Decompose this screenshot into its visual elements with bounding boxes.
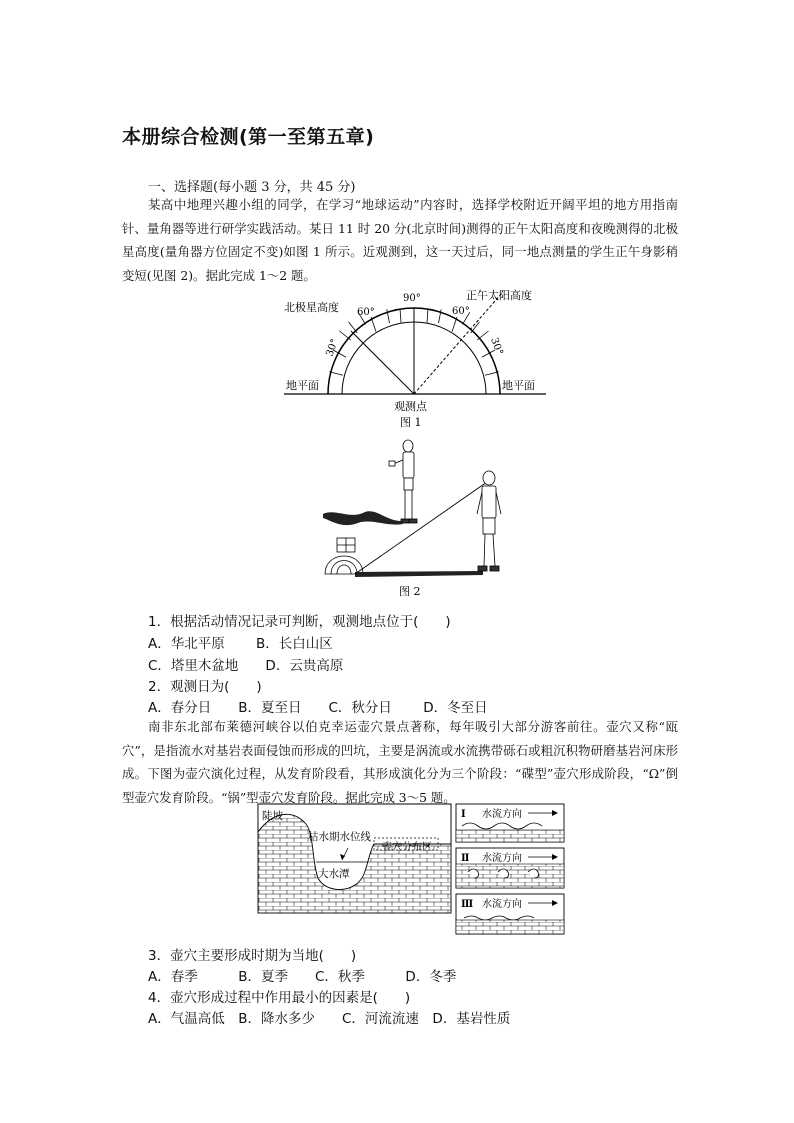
figure-3-pothole-evolution [256,802,568,936]
label-60-deg-right: 60° [452,306,470,317]
label-ground-left: 地平面 [286,379,319,392]
question-2: 2．观测日为( ) [148,679,262,695]
question-2-options: A．春分日 B．夏至日 C．秋分日 D．冬至日 [148,700,488,716]
label-big-pool: 大水潭 [318,868,350,880]
label-noon-sun-height: 正午太阳高度 [466,289,532,302]
question-3-options: A．春季 B．夏季 C．秋季 D．冬季 [148,969,457,985]
label-ground-right: 地平面 [502,379,535,392]
question-4: 4．壶穴形成过程中作用最小的因素是( ) [148,990,411,1006]
student-figure-small [389,440,417,523]
intro-paragraph-1: 某高中地理兴趣小组的同学，在学习“地球运动”内容时，选择学校附近开阔平坦的地方用指南针、量角器等进行研学实践活动。某日 11 时 20 分(北京时间)测得的正午太阳高度和夜晚测得的北极星高度(量角器方位固定不变)如图 1 所示。近观测到，这一天过后，同一地点测量的学生正午身影稍变短(见图 2)。据此完成 1～2 题。 [122,197,678,283]
stage-panel-3 [456,894,564,934]
cross-section-panel [258,804,451,913]
page-title: 本册综合检测(第一至第五章) [122,126,375,148]
label-steep-slope: 陡坡 [262,810,283,822]
question-1-options-row-1: A．华北平原 B．长白山区 [148,636,333,652]
stage-3-flow-label: 水流方向 [482,899,522,910]
figure-1-protractor [270,283,560,428]
stage-2-flow-label: 水流方向 [482,853,522,864]
figure-1-caption: 图 1 [400,416,422,428]
label-30-deg-right: 30° [488,336,505,357]
stage-panel-1 [456,804,564,842]
label-polaris-height: 北极星高度 [284,301,339,314]
label-pothole-area: 壶穴分布区 [382,842,432,853]
long-shadow [355,571,483,577]
label-observer: 观测点 [394,400,427,413]
stage-3-label: Ⅲ [461,899,474,910]
stage-panel-2 [456,848,564,888]
sun-ray-line [355,482,487,574]
stage-1-flow-label: 水流方向 [482,809,522,820]
label-dry-season-water-level: 枯水期水位线 [308,831,371,843]
question-1-options-row-2: C．塔里木盆地 D．云贵高原 [148,658,344,674]
stage-1-label: Ⅰ [461,809,466,820]
question-3: 3．壶穴主要形成时期为当地( ) [148,948,357,964]
intro-paragraph-2: 南非东北部布莱德河峡谷以伯克幸运壶穴景点著称，每年吸引大部分游客前往。壶穴又称“瓯穴”，是指流水对基岩表面侵蚀而形成的凹坑，主要是涡流或水流携带砾石或粗沉积物研磨基岩河床形成。下图为壶穴演化过程，从发育阶段看，其形成演化分为三个阶段：“碟型”壶穴形成阶段，“Ω”倒型壶穴发育阶段。“锅”型壶穴发育阶段。据此完成 3～5 题。 [122,719,678,805]
label-60-deg-left: 60° [357,307,375,318]
figure-2-shadow-illustration [315,432,515,600]
dome-structure [325,538,363,574]
short-shadow [323,511,403,525]
stage-2-label: Ⅱ [461,853,470,864]
question-4-options: A．气温高低 B．降水多少 C．河流流速 D．基岩性质 [148,1011,511,1027]
label-30-deg-left: 30° [324,337,341,359]
question-1: 1．根据活动情况记录可判断，观测地点位于( ) [148,614,451,630]
section-heading: 一、选择题(每小题 3 分，共 45 分) [148,180,356,195]
figure-2-caption: 图 2 [399,585,421,598]
label-90-deg: 90° [403,293,421,304]
